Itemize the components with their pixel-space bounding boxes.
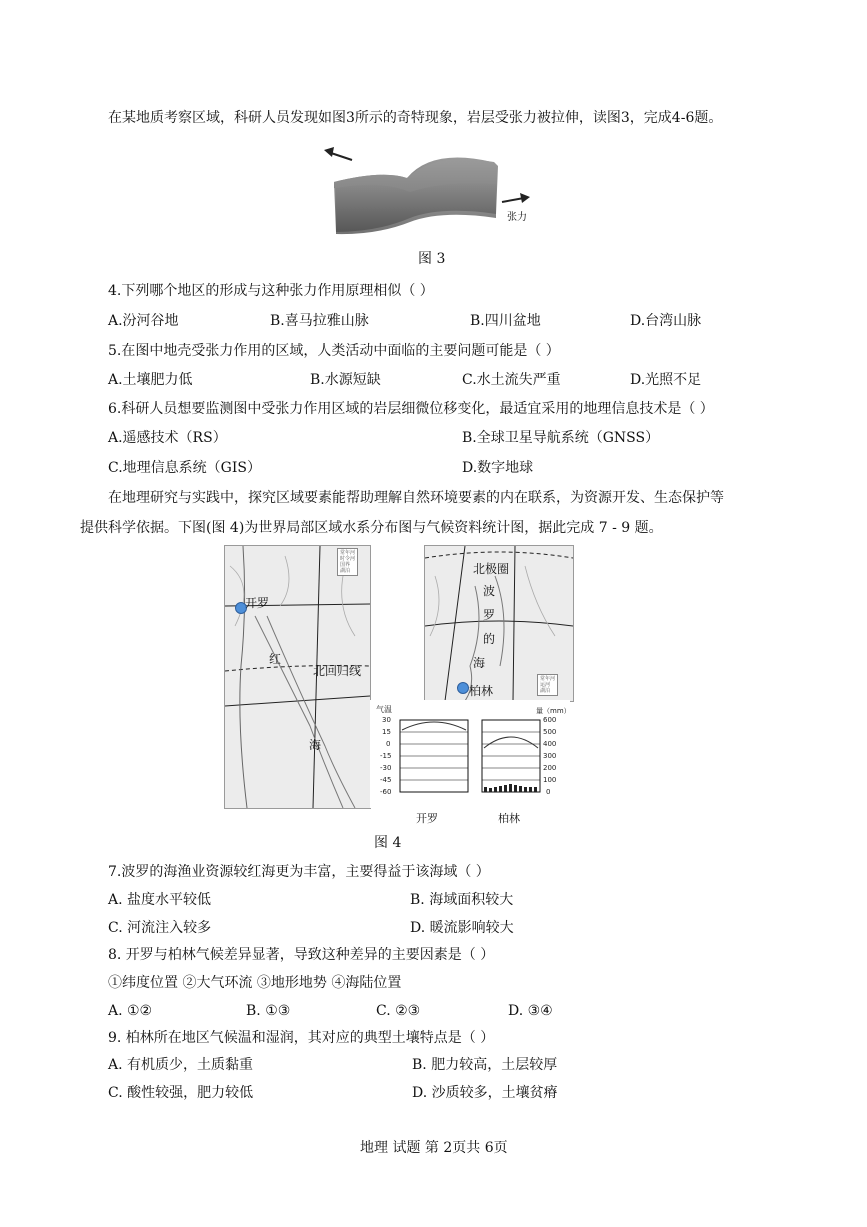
- q8-option-d: D. ③④: [508, 1003, 553, 1019]
- q6-stem: 6.科研人员想要监测图中受张力作用区域的岩层细微位移变化，最适宜采用的地理信息技术是（ ）: [108, 401, 714, 417]
- q5-option-c: C.水土流失严重: [462, 372, 561, 388]
- right-tick: 600: [543, 716, 557, 724]
- q8-option-c: C. ②③: [376, 1003, 421, 1019]
- q8-stem: 8. 开罗与柏林气候差异显著，导致这种差异的主要因素是（ ）: [108, 947, 495, 963]
- right-tick: 300: [543, 752, 557, 760]
- q4-option-b: B.喜马拉雅山脉: [270, 313, 369, 329]
- left-tick: 15: [382, 728, 391, 736]
- left-tick: -60: [380, 788, 392, 796]
- cairo-label: 开罗: [245, 596, 270, 610]
- climate-charts-panel: [370, 700, 570, 808]
- right-axis-label: 量（mm）: [536, 707, 571, 715]
- baltic-label-3: 的: [483, 632, 496, 646]
- q7-option-a: A. 盐度水平较低: [108, 892, 212, 908]
- q7-option-d: D. 暖流影响较大: [410, 920, 514, 936]
- q8-option-a: A. ①②: [108, 1003, 153, 1019]
- red-sea-label-2: 海: [309, 738, 322, 752]
- arrow-left-icon: [324, 147, 334, 157]
- tension-label: 张力: [507, 212, 527, 223]
- q8-factors: ①纬度位置 ②大气环流 ③地形地势 ④海陆位置: [108, 975, 402, 991]
- q4-stem: 4.下列哪个地区的形成与这种张力作用原理相似（ ）: [108, 283, 434, 299]
- arrow-right-icon: [520, 193, 530, 203]
- map-baltic-sea: 常年河 运河 湖泊 北极圈 波 罗 的 海 柏林: [424, 545, 574, 702]
- q7-option-c: C. 河流注入较多: [108, 920, 212, 936]
- right-tick: 0: [546, 788, 551, 796]
- q6-option-c: C.地理信息系统（GIS）: [108, 460, 261, 476]
- q5-option-a: A.土壤肥力低: [108, 372, 193, 388]
- left-tick: -30: [380, 764, 392, 772]
- left-axis-label: 气温: [376, 705, 392, 714]
- intro-text-2-line1: 在地理研究与实践中，探究区域要素能帮助理解自然环境要素的内在联系，为资源开发、生态保护等: [108, 490, 724, 506]
- q6-option-a: A.遥感技术（RS）: [108, 430, 227, 446]
- figure-3-block-diagram: [322, 140, 562, 250]
- q4-option-d: D.台湾山脉: [630, 313, 702, 329]
- right-tick: 200: [543, 764, 557, 772]
- chart-label-berlin: 柏林: [498, 812, 520, 825]
- q7-option-b: B. 海域面积较大: [410, 892, 514, 908]
- right-tick: 100: [543, 776, 557, 784]
- figure-4-caption: 图 4: [374, 835, 402, 851]
- q8-option-b: B. ①③: [246, 1003, 291, 1019]
- intro-text-2-line2: 提供科学依据。下图(图 4)为世界局部区域水系分布图与气候资料统计图，据此完成 7 - 9 题。: [80, 520, 663, 536]
- intro-text-1: 在某地质考察区域，科研人员发现如图3所示的奇特现象，岩层受张力被拉伸，读图3，完成4-6题。: [108, 110, 723, 126]
- q4-option-c: B.四川盆地: [470, 313, 541, 329]
- q9-stem: 9. 柏林所在地区气候温和湿润，其对应的典型土壤特点是（ ）: [108, 1030, 495, 1046]
- page-footer: 地理 试题 第 2页共 6页: [360, 1140, 508, 1156]
- left-tick: -15: [380, 752, 392, 760]
- q4-option-a: A.汾河谷地: [108, 313, 179, 329]
- q5-option-b: B.水源短缺: [310, 372, 381, 388]
- right-tick: 500: [543, 728, 557, 736]
- q9-option-a: A. 有机质少，土质黏重: [108, 1057, 254, 1073]
- left-tick: -45: [380, 776, 392, 784]
- left-tick: 30: [382, 716, 391, 724]
- berlin-label: 柏林: [469, 684, 494, 698]
- q6-option-d: D.数字地球: [462, 460, 534, 476]
- q5-option-d: D.光照不足: [630, 372, 702, 388]
- baltic-label-1: 波: [483, 584, 496, 598]
- tropic-of-cancer-label: 北回归线: [313, 664, 362, 678]
- q9-option-b: B. 肥力较高，土层较厚: [412, 1057, 558, 1073]
- q5-stem: 5.在图中地壳受张力作用的区域，人类活动中面临的主要问题可能是（ ）: [108, 343, 560, 359]
- q6-option-b: B.全球卫星导航系统（GNSS）: [462, 430, 660, 446]
- q9-option-d: D. 沙质较多，土壤贫瘠: [412, 1085, 558, 1101]
- baltic-label-4: 海: [473, 656, 486, 670]
- map-cairo-red-sea: 常年河 时令河 国界 湖泊 开罗 红 北回归线 海: [224, 545, 371, 809]
- arctic-circle-label: 北极圈: [473, 562, 510, 576]
- q9-option-c: C. 酸性较强，肥力较低: [108, 1085, 254, 1101]
- left-tick: 0: [386, 740, 391, 748]
- right-tick: 400: [543, 740, 557, 748]
- figure-3-caption: 图 3: [418, 251, 446, 267]
- q7-stem: 7.波罗的海渔业资源较红海更为丰富，主要得益于该海域（ ）: [108, 864, 490, 880]
- berlin-city-marker: [457, 682, 469, 694]
- red-sea-label-1: 红: [269, 652, 282, 666]
- baltic-label-2: 罗: [483, 608, 496, 622]
- chart-label-cairo: 开罗: [416, 812, 438, 825]
